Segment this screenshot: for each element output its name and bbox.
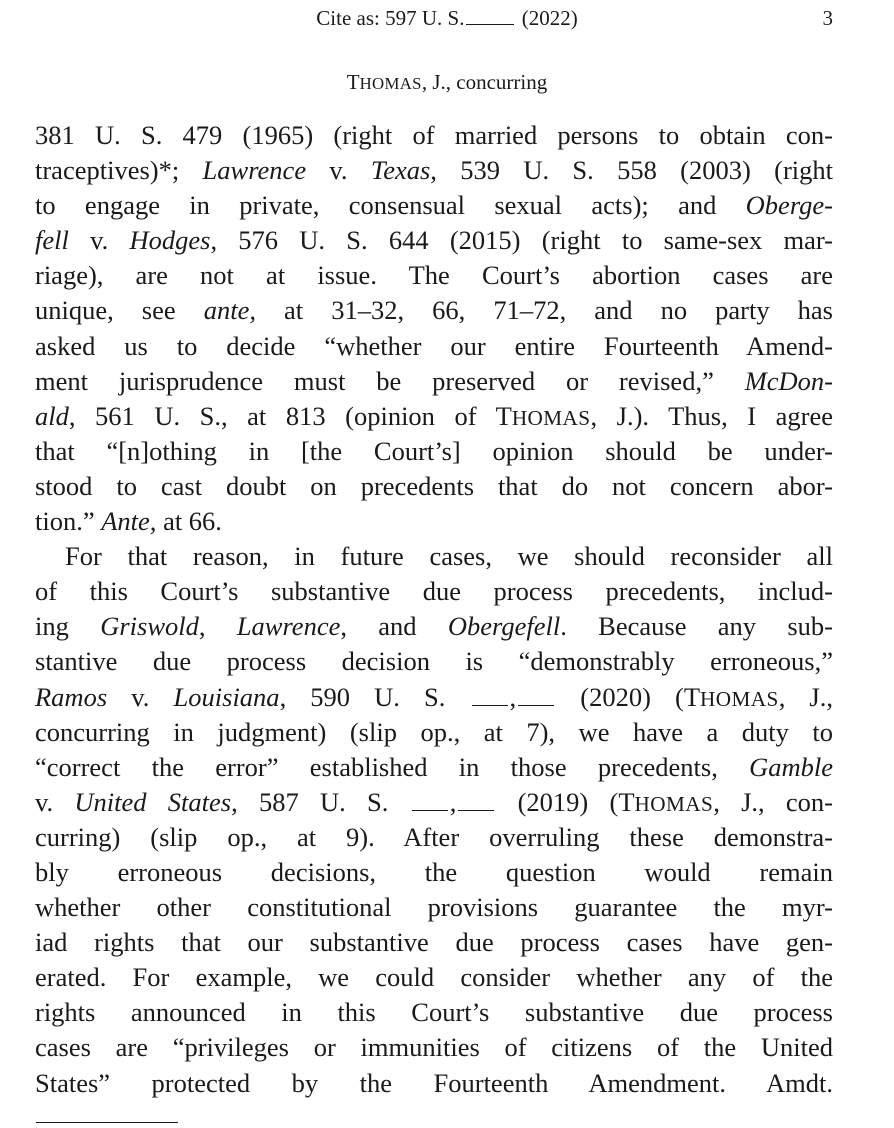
case-name: Texas — [370, 155, 431, 186]
cite-as-text: Cite as: 597 U. S. — [316, 6, 465, 30]
paragraph-1 — [35, 118, 833, 539]
opinion-author-line — [0, 70, 894, 95]
citation-signal: Ante, — [101, 506, 157, 537]
citation-signal: ante, — [203, 295, 256, 326]
text-line: 381 U. S. 479 (1965) (right of married persons to obtain con- — [35, 120, 833, 150]
case-name: United States — [74, 786, 232, 817]
text-line: unique, see ante, at 31–32, 66, 71–72, and no party has — [35, 295, 833, 326]
text-line: traceptives)*; Lawrence v. Texas, 539 U. S. 558 (2003) (right — [35, 155, 834, 186]
text-line: Ramos v. Louisiana, 590 U. S. , (2020) (THOMAS, J., — [35, 681, 833, 712]
text-line: stantive due process decision is “demonstrably erroneous,” — [35, 646, 833, 677]
text-line: “correct the error” established in those precedents, Gamble — [35, 751, 833, 782]
justice-name: THOMAS — [618, 786, 714, 817]
case-name: ald — [35, 400, 69, 431]
author-suffix: , J., concurring — [421, 70, 548, 94]
text-line: whether other constitutional provisions guarantee the myr- — [35, 892, 833, 923]
text-line: stood to cast doubt on precedents that do not concern abor- — [35, 470, 833, 501]
case-name: Lawrence — [236, 611, 341, 642]
case-name: McDon- — [744, 365, 833, 396]
case-name: Gamble — [749, 751, 833, 782]
case-name: fell — [35, 225, 69, 256]
text-line: ment jurisprudence must be preserved or revised,” McDon- — [35, 365, 833, 396]
case-name: Louisiana — [173, 681, 280, 712]
text-line: tion.” Ante, at 66. — [35, 506, 222, 537]
blank-page-line — [412, 793, 448, 811]
text-line: cases are “privileges or immunities of citizens of the United — [35, 1032, 833, 1063]
text-line: riage), are not at issue. The Court’s abortion cases are — [35, 260, 833, 291]
citation-line — [0, 6, 894, 31]
text-line: asked us to decide “whether our entire Fourteenth Amend- — [35, 330, 833, 361]
text-line: concurring in judgment) (slip op., at 7), we have a duty to — [35, 716, 833, 747]
text-line: bly erroneous decisions, the question would remain — [35, 856, 833, 887]
justice-name: THOMAS — [495, 400, 591, 431]
page-number: 3 — [822, 6, 833, 30]
text-line: fell v. Hodges, 576 U. S. 644 (2015) (right to same-sex mar- — [35, 225, 834, 256]
blank-page-line — [472, 688, 508, 706]
text-line: For that reason, in future cases, we should reconsider all — [65, 541, 833, 572]
case-name: Obergefell — [447, 611, 561, 642]
text-line: to engage in private, consensual sexual acts); and Oberge- — [35, 190, 833, 221]
text-line: of this Court’s substantive due process precedents, includ- — [35, 576, 833, 607]
text-line: v. United States, 587 U. S. , (2019) (THOMAS, J., con- — [35, 786, 833, 817]
case-name: Hodges — [129, 225, 211, 256]
blank-page-line — [466, 7, 514, 25]
case-name: Ramos — [35, 681, 108, 712]
footnote-divider — [36, 1122, 178, 1123]
opinion-body — [35, 118, 833, 1101]
text-line: erated. For example, we could consider whether any of the — [35, 962, 833, 993]
text-line: that “[n]othing in [the Court’s] opinion should be under- — [35, 435, 833, 466]
text-line: ald, 561 U. S., at 813 (opinion of THOMAS, J.). Thus, I agree — [35, 400, 833, 431]
justice-name: THOMAS — [683, 681, 779, 712]
text-line: States” protected by the Fourteenth Amendment. Amdt. — [35, 1067, 833, 1098]
case-name: Lawrence — [202, 155, 307, 186]
paragraph-2 — [35, 539, 833, 1101]
author-name: THOMAS — [346, 70, 422, 94]
case-name: Griswold — [100, 611, 199, 642]
text-line: ing Griswold, Lawrence, and Obergefell. Because any sub- — [35, 611, 833, 642]
running-head — [0, 6, 894, 34]
blank-page-line — [518, 688, 554, 706]
case-name: Oberge- — [745, 190, 833, 221]
cite-year: (2022) — [521, 6, 578, 30]
text-line: rights announced in this Court’s substantive due process — [35, 997, 833, 1028]
text-line: iad rights that our substantive due process cases have gen- — [35, 927, 833, 958]
blank-page-line — [458, 793, 494, 811]
text-line: curring) (slip op., at 9). After overruling these demonstra- — [35, 821, 833, 852]
